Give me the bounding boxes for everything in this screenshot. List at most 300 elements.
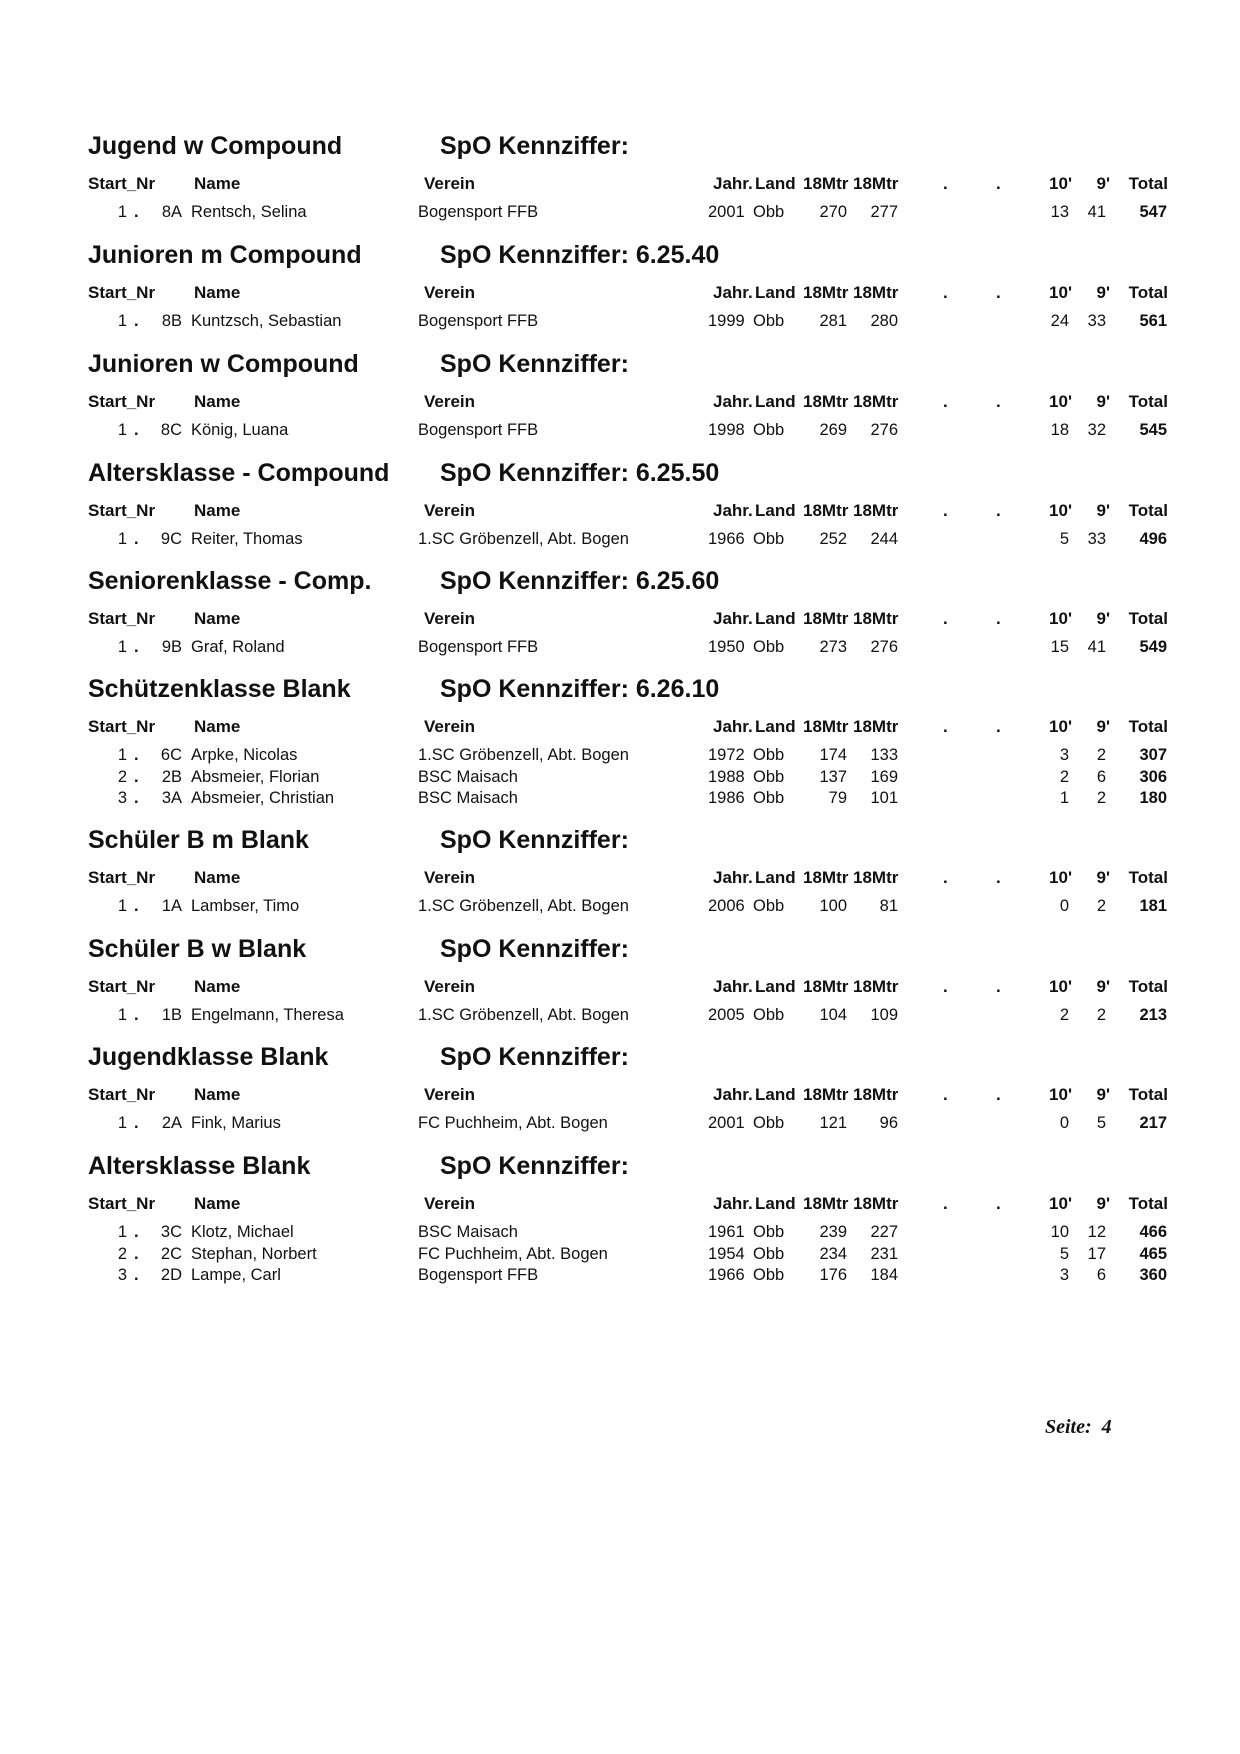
header-tens: 10' — [1049, 717, 1072, 736]
archer-name: Fink, Marius — [191, 1114, 281, 1132]
spo-code: SpO Kennziffer: — [440, 132, 629, 160]
header-name: Name — [194, 717, 241, 736]
page-number-footer — [1045, 1416, 1112, 1439]
club: 1.SC Gröbenzell, Abt. Bogen — [418, 746, 629, 764]
header-18mtr-1: 18Mtr — [803, 501, 849, 520]
club: FC Puchheim, Abt. Bogen — [418, 1114, 608, 1132]
score-18m-2: 96 — [879, 1114, 898, 1132]
header-verein: Verein — [424, 609, 476, 628]
place-dot: . — [134, 312, 139, 330]
header-tens: 10' — [1049, 609, 1072, 628]
header-18mtr-2: 18Mtr — [853, 283, 899, 302]
tens-count: 2 — [1059, 1006, 1069, 1024]
score-18m-2: 231 — [870, 1244, 898, 1263]
header-dot-1: . — [943, 717, 948, 736]
header-land: Land — [755, 977, 796, 996]
spo-code: SpO Kennziffer: 6.26.10 — [440, 675, 720, 703]
total-score: 496 — [1139, 530, 1167, 548]
start-number: 8A — [161, 203, 182, 221]
header-dot-2: . — [996, 609, 1001, 628]
score-18m-1: 273 — [819, 638, 847, 656]
header-18mtr-1: 18Mtr — [803, 868, 849, 887]
score-18m-2: 276 — [870, 421, 898, 439]
column-header-row — [0, 1194, 1240, 1216]
tens-count: 2 — [1059, 767, 1069, 786]
header-dot-2: . — [996, 501, 1001, 520]
club: 1.SC Gröbenzell, Abt. Bogen — [418, 897, 629, 915]
spo-code: SpO Kennziffer: 6.25.50 — [440, 459, 720, 487]
header-total: Total — [1128, 283, 1168, 302]
tens-count: 3 — [1059, 1266, 1069, 1284]
class-title: Altersklasse - Compound — [88, 459, 390, 487]
header-dot-2: . — [996, 392, 1001, 411]
header-land: Land — [755, 1085, 796, 1104]
club: Bogensport FFB — [418, 1266, 539, 1284]
score-18m-2: 280 — [870, 312, 898, 330]
header-dot-2: . — [996, 977, 1001, 996]
start-number: 9B — [161, 638, 182, 656]
nines-count: 2 — [1096, 897, 1106, 915]
archer-name: Kuntzsch, Sebastian — [191, 312, 342, 330]
column-header-row — [0, 609, 1240, 631]
header-name: Name — [194, 977, 241, 996]
archer-name: Absmeier, Florian — [191, 767, 320, 786]
header-nines: 9' — [1096, 174, 1110, 193]
score-18m-2: 109 — [870, 1006, 898, 1024]
header-year: Jahr. — [713, 501, 753, 520]
header-verein: Verein — [424, 1194, 476, 1213]
total-score: 213 — [1139, 1006, 1167, 1024]
state: Obb — [753, 1114, 785, 1132]
result-row — [0, 1113, 1240, 1135]
header-dot-1: . — [943, 609, 948, 628]
header-tens: 10' — [1049, 392, 1072, 411]
class-title: Junioren w Compound — [88, 350, 359, 378]
header-year: Jahr. — [713, 283, 753, 302]
spo-code: SpO Kennziffer: — [440, 1043, 629, 1071]
nines-count: 2 — [1096, 746, 1106, 764]
total-score: 466 — [1139, 1223, 1167, 1241]
nines-count: 17 — [1087, 1244, 1106, 1263]
tens-count: 18 — [1050, 421, 1069, 439]
start-number: 2C — [160, 1244, 182, 1263]
header-18mtr-1: 18Mtr — [803, 717, 849, 736]
header-total: Total — [1128, 1085, 1168, 1104]
header-name: Name — [194, 1194, 241, 1213]
header-total: Total — [1128, 392, 1168, 411]
header-year: Jahr. — [713, 1194, 753, 1213]
header-nines: 9' — [1096, 868, 1110, 887]
archer-name: König, Luana — [191, 421, 289, 439]
tens-count: 10 — [1050, 1223, 1069, 1241]
state: Obb — [753, 421, 785, 439]
header-land: Land — [755, 174, 796, 193]
spo-code: SpO Kennziffer: — [440, 826, 629, 854]
place: 2 — [117, 1244, 127, 1263]
place: 1 — [117, 746, 127, 764]
nines-count: 33 — [1087, 530, 1106, 548]
header-total: Total — [1128, 977, 1168, 996]
start-number: 3A — [161, 789, 182, 807]
birth-year: 1998 — [708, 421, 745, 439]
total-score: 561 — [1139, 312, 1167, 330]
class-title: Junioren m Compound — [88, 241, 362, 269]
header-year: Jahr. — [713, 717, 753, 736]
header-year: Jahr. — [713, 174, 753, 193]
header-18mtr-2: 18Mtr — [853, 1085, 899, 1104]
header-tens: 10' — [1049, 1085, 1072, 1104]
header-tens: 10' — [1049, 501, 1072, 520]
score-18m-1: 176 — [819, 1266, 847, 1284]
score-18m-1: 281 — [819, 312, 847, 330]
header-18mtr-2: 18Mtr — [853, 977, 899, 996]
club: Bogensport FFB — [418, 421, 539, 439]
archer-name: Graf, Roland — [191, 638, 285, 656]
place: 1 — [117, 897, 127, 915]
total-score: 306 — [1139, 767, 1167, 786]
state: Obb — [753, 1006, 785, 1024]
column-header-row — [0, 717, 1240, 739]
header-year: Jahr. — [713, 609, 753, 628]
archer-name: Engelmann, Theresa — [191, 1006, 344, 1024]
total-score: 360 — [1139, 1266, 1167, 1284]
header-start-nr: Start_Nr — [88, 283, 156, 302]
nines-count: 33 — [1087, 312, 1106, 330]
place-dot: . — [134, 530, 139, 548]
score-18m-2: 227 — [870, 1223, 898, 1241]
column-header-row — [0, 501, 1240, 523]
birth-year: 1950 — [708, 638, 745, 656]
class-title: Jugendklasse Blank — [88, 1043, 329, 1071]
start-number: 3C — [160, 1223, 182, 1241]
result-row — [0, 1244, 1240, 1266]
header-start-nr: Start_Nr — [88, 1194, 156, 1213]
total-score: 465 — [1139, 1244, 1167, 1263]
nines-count: 2 — [1096, 789, 1106, 807]
result-row — [0, 896, 1240, 918]
state: Obb — [753, 897, 785, 915]
header-tens: 10' — [1049, 977, 1072, 996]
place: 1 — [117, 1114, 127, 1132]
header-total: Total — [1128, 174, 1168, 193]
club: Bogensport FFB — [418, 638, 539, 656]
start-number: 2D — [160, 1266, 182, 1284]
header-year: Jahr. — [713, 868, 753, 887]
archer-name: Stephan, Norbert — [191, 1244, 317, 1263]
state: Obb — [753, 1266, 785, 1284]
column-header-row — [0, 1085, 1240, 1107]
score-18m-2: 133 — [870, 746, 898, 764]
header-nines: 9' — [1096, 977, 1110, 996]
score-18m-1: 269 — [819, 421, 847, 439]
birth-year: 1961 — [708, 1223, 745, 1241]
result-row — [0, 637, 1240, 659]
place: 3 — [117, 1266, 127, 1284]
place: 1 — [117, 638, 127, 656]
club: 1.SC Gröbenzell, Abt. Bogen — [418, 1006, 629, 1024]
score-18m-1: 270 — [819, 203, 847, 221]
tens-count: 1 — [1059, 789, 1069, 807]
class-title: Schüler B w Blank — [88, 935, 307, 963]
state: Obb — [753, 767, 785, 786]
result-row — [0, 1005, 1240, 1027]
start-number: 8B — [161, 312, 182, 330]
start-number: 2A — [161, 1114, 182, 1132]
state: Obb — [753, 1223, 785, 1241]
state: Obb — [753, 530, 785, 548]
score-18m-1: 174 — [819, 746, 847, 764]
column-header-row — [0, 283, 1240, 305]
header-land: Land — [755, 609, 796, 628]
birth-year: 1966 — [708, 530, 745, 548]
tens-count: 24 — [1050, 312, 1069, 330]
place-dot: . — [134, 897, 139, 915]
nines-count: 5 — [1096, 1114, 1106, 1132]
header-year: Jahr. — [713, 392, 753, 411]
tens-count: 3 — [1059, 746, 1069, 764]
tens-count: 15 — [1050, 638, 1069, 656]
header-dot-1: . — [943, 501, 948, 520]
place: 1 — [117, 421, 127, 439]
result-row — [0, 788, 1240, 810]
result-row — [0, 1222, 1240, 1244]
header-land: Land — [755, 717, 796, 736]
header-nines: 9' — [1096, 1085, 1110, 1104]
total-score: 217 — [1139, 1114, 1167, 1132]
birth-year: 2006 — [708, 897, 745, 915]
header-start-nr: Start_Nr — [88, 392, 156, 411]
header-name: Name — [194, 283, 241, 302]
total-score: 545 — [1139, 421, 1167, 439]
column-header-row — [0, 868, 1240, 890]
score-18m-1: 137 — [819, 767, 847, 786]
header-18mtr-2: 18Mtr — [853, 174, 899, 193]
score-18m-1: 79 — [828, 789, 847, 807]
header-verein: Verein — [424, 392, 476, 411]
header-name: Name — [194, 392, 241, 411]
birth-year: 1966 — [708, 1266, 745, 1284]
nines-count: 32 — [1087, 421, 1106, 439]
header-name: Name — [194, 174, 241, 193]
total-score: 307 — [1139, 746, 1167, 764]
class-title: Schützenklasse Blank — [88, 675, 351, 703]
birth-year: 2001 — [708, 203, 745, 221]
score-18m-1: 252 — [819, 530, 847, 548]
score-18m-2: 277 — [870, 203, 898, 221]
score-18m-2: 101 — [870, 789, 898, 807]
place-dot: . — [134, 1266, 139, 1284]
place-dot: . — [134, 1114, 139, 1132]
birth-year: 1999 — [708, 312, 745, 330]
header-18mtr-1: 18Mtr — [803, 392, 849, 411]
score-18m-2: 81 — [879, 897, 898, 915]
header-start-nr: Start_Nr — [88, 501, 156, 520]
tens-count: 13 — [1050, 203, 1069, 221]
birth-year: 1972 — [708, 746, 745, 764]
result-row — [0, 311, 1240, 333]
spo-code: SpO Kennziffer: 6.25.60 — [440, 567, 720, 595]
header-land: Land — [755, 392, 796, 411]
place-dot: . — [134, 767, 139, 786]
header-start-nr: Start_Nr — [88, 609, 156, 628]
header-18mtr-1: 18Mtr — [803, 283, 849, 302]
header-nines: 9' — [1096, 501, 1110, 520]
result-row — [0, 420, 1240, 442]
archer-name: Absmeier, Christian — [191, 789, 335, 807]
place-dot: . — [134, 1223, 139, 1241]
header-total: Total — [1128, 868, 1168, 887]
header-start-nr: Start_Nr — [88, 1085, 156, 1104]
spo-code: SpO Kennziffer: 6.25.40 — [440, 241, 720, 269]
header-year: Jahr. — [713, 1085, 753, 1104]
total-score: 180 — [1139, 789, 1167, 807]
header-tens: 10' — [1049, 868, 1072, 887]
place: 1 — [117, 1006, 127, 1024]
nines-count: 12 — [1087, 1223, 1106, 1241]
header-dot-2: . — [996, 868, 1001, 887]
header-nines: 9' — [1096, 283, 1110, 302]
header-land: Land — [755, 868, 796, 887]
archer-name: Lambser, Timo — [191, 897, 300, 915]
class-title: Seniorenklasse - Comp. — [88, 567, 372, 595]
place-dot: . — [134, 1006, 139, 1024]
state: Obb — [753, 312, 785, 330]
header-nines: 9' — [1096, 717, 1110, 736]
total-score: 549 — [1139, 638, 1167, 656]
place: 3 — [117, 789, 127, 807]
header-dot-2: . — [996, 1194, 1001, 1213]
header-18mtr-2: 18Mtr — [853, 1194, 899, 1213]
header-verein: Verein — [424, 283, 476, 302]
nines-count: 6 — [1096, 767, 1106, 786]
total-score: 181 — [1139, 897, 1167, 915]
birth-year: 1986 — [708, 789, 745, 807]
header-dot-1: . — [943, 1194, 948, 1213]
birth-year: 1988 — [708, 767, 745, 786]
header-dot-1: . — [943, 392, 948, 411]
header-dot-1: . — [943, 1085, 948, 1104]
tens-count: 5 — [1059, 1244, 1069, 1263]
nines-count: 2 — [1096, 1006, 1106, 1024]
score-18m-1: 104 — [819, 1006, 847, 1024]
score-18m-2: 169 — [870, 767, 898, 786]
place-dot: . — [134, 746, 139, 764]
place-dot: . — [134, 638, 139, 656]
header-verein: Verein — [424, 977, 476, 996]
state: Obb — [753, 203, 785, 221]
header-dot-2: . — [996, 174, 1001, 193]
header-18mtr-1: 18Mtr — [803, 1085, 849, 1104]
start-number: 1A — [161, 897, 182, 915]
start-number: 2B — [161, 767, 182, 786]
club: BSC Maisach — [418, 767, 518, 786]
nines-count: 41 — [1087, 638, 1106, 656]
score-18m-1: 121 — [819, 1114, 847, 1132]
spo-code: SpO Kennziffer: — [440, 1152, 629, 1180]
club: BSC Maisach — [418, 1223, 518, 1241]
score-18m-2: 276 — [870, 638, 898, 656]
header-name: Name — [194, 868, 241, 887]
header-total: Total — [1128, 501, 1168, 520]
page-number: 4 — [1101, 1416, 1112, 1438]
column-header-row — [0, 392, 1240, 414]
header-verein: Verein — [424, 717, 476, 736]
header-18mtr-1: 18Mtr — [803, 609, 849, 628]
state: Obb — [753, 1244, 785, 1263]
header-dot-1: . — [943, 977, 948, 996]
header-tens: 10' — [1049, 1194, 1072, 1213]
place: 1 — [117, 312, 127, 330]
header-nines: 9' — [1096, 609, 1110, 628]
header-start-nr: Start_Nr — [88, 977, 156, 996]
header-start-nr: Start_Nr — [88, 174, 156, 193]
header-verein: Verein — [424, 501, 476, 520]
class-title: Schüler B m Blank — [88, 826, 309, 854]
nines-count: 6 — [1096, 1266, 1106, 1284]
spo-code: SpO Kennziffer: — [440, 935, 629, 963]
header-18mtr-2: 18Mtr — [853, 501, 899, 520]
score-18m-1: 239 — [819, 1223, 847, 1241]
header-dot-2: . — [996, 717, 1001, 736]
header-verein: Verein — [424, 174, 476, 193]
place-dot: . — [134, 1244, 139, 1263]
archer-name: Arpke, Nicolas — [191, 746, 298, 764]
archer-name: Rentsch, Selina — [191, 203, 307, 221]
result-row — [0, 202, 1240, 224]
class-title: Altersklasse Blank — [88, 1152, 311, 1180]
header-land: Land — [755, 501, 796, 520]
club: Bogensport FFB — [418, 312, 539, 330]
birth-year: 1954 — [708, 1244, 745, 1263]
score-18m-1: 234 — [819, 1244, 847, 1263]
total-score: 547 — [1139, 203, 1167, 221]
place-dot: . — [134, 421, 139, 439]
start-number: 9C — [160, 530, 182, 548]
header-land: Land — [755, 283, 796, 302]
score-18m-2: 184 — [870, 1266, 898, 1284]
header-year: Jahr. — [713, 977, 753, 996]
header-tens: 10' — [1049, 283, 1072, 302]
state: Obb — [753, 789, 785, 807]
header-18mtr-1: 18Mtr — [803, 977, 849, 996]
place: 1 — [117, 1223, 127, 1241]
start-number: 8C — [160, 421, 182, 439]
start-number: 6C — [160, 746, 182, 764]
header-name: Name — [194, 501, 241, 520]
archer-name: Reiter, Thomas — [191, 530, 303, 548]
club: 1.SC Gröbenzell, Abt. Bogen — [418, 530, 629, 548]
club: FC Puchheim, Abt. Bogen — [418, 1244, 608, 1263]
header-dot-2: . — [996, 1085, 1001, 1104]
club: BSC Maisach — [418, 789, 518, 807]
place-dot: . — [134, 789, 139, 807]
score-18m-2: 244 — [870, 530, 898, 548]
header-dot-1: . — [943, 283, 948, 302]
header-nines: 9' — [1096, 392, 1110, 411]
column-header-row — [0, 174, 1240, 196]
header-land: Land — [755, 1194, 796, 1213]
header-tens: 10' — [1049, 174, 1072, 193]
page-label: Seite: — [1045, 1416, 1092, 1438]
archer-name: Lampe, Carl — [191, 1266, 281, 1284]
header-18mtr-2: 18Mtr — [853, 392, 899, 411]
spo-code: SpO Kennziffer: — [440, 350, 629, 378]
class-title: Jugend w Compound — [88, 132, 343, 160]
header-18mtr-1: 18Mtr — [803, 174, 849, 193]
header-total: Total — [1128, 609, 1168, 628]
column-header-row — [0, 977, 1240, 999]
header-total: Total — [1128, 717, 1168, 736]
